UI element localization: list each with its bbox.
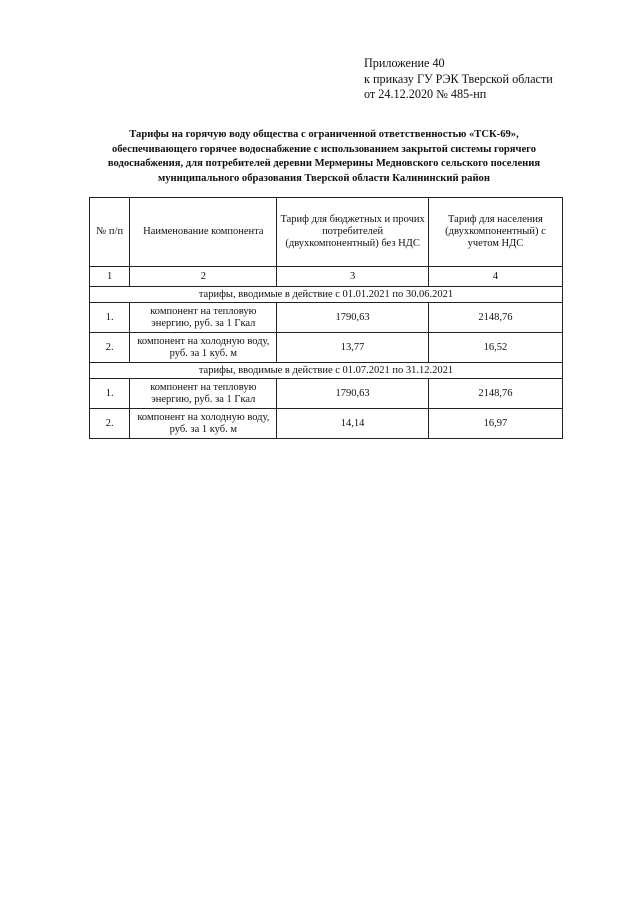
row-population-tariff: 16,52 [428, 333, 562, 363]
table-row [90, 409, 563, 439]
table-header-row [90, 198, 563, 267]
column-number: 2 [130, 267, 277, 287]
row-population-tariff: 2148,76 [428, 303, 562, 333]
document-title [58, 128, 590, 186]
row-budget-tariff: 14,14 [277, 409, 429, 439]
annex-reference [364, 56, 553, 103]
period-label: тарифы, вводимые в действие с 01.07.2021 по 31.12.2021 [90, 363, 563, 379]
row-population-tariff: 2148,76 [428, 379, 562, 409]
table-row [90, 379, 563, 409]
table-row [90, 333, 563, 363]
column-number: 3 [277, 267, 429, 287]
column-number-row [90, 267, 563, 287]
title-line: водоснабжения, для потребителей деревни Мермерины Медновского сельского поселения [107, 158, 541, 169]
row-num: 1. [90, 303, 130, 333]
header-population-tariff: Тариф для населения (двухкомпонентный) с учетом НДС [428, 198, 562, 267]
row-num: 2. [90, 409, 130, 439]
column-number: 1 [90, 267, 130, 287]
row-num: 2. [90, 333, 130, 363]
tariff-table [89, 197, 563, 439]
row-budget-tariff: 1790,63 [277, 379, 429, 409]
title-line: обеспечивающего горячее водоснабжение с использованием закрытой системы горячего [111, 143, 537, 155]
title-line: муниципального образования Тверской области Калининский район [158, 172, 490, 184]
annex-number: Приложение 40 [364, 56, 445, 70]
row-component: компонент на холодную воду, руб. за 1 куб. м [130, 333, 277, 363]
title-line: Тарифы на горячую воду общества с ограниченной ответственностью «ТСК-69», [129, 129, 519, 140]
row-budget-tariff: 1790,63 [277, 303, 429, 333]
annex-date: от 24.12.2020 № 485-нп [364, 87, 487, 101]
column-number: 4 [428, 267, 562, 287]
header-component: Наименование компонента [130, 198, 277, 267]
row-num: 1. [90, 379, 130, 409]
period-row [90, 287, 563, 303]
row-component: компонент на тепловую энергию, руб. за 1 Гкал [130, 379, 277, 409]
annex-order: к приказу ГУ РЭК Тверской области [364, 71, 553, 86]
row-population-tariff: 16,97 [428, 409, 562, 439]
row-budget-tariff: 13,77 [277, 333, 429, 363]
table-row [90, 303, 563, 333]
row-component: компонент на тепловую энергию, руб. за 1 Гкал [130, 303, 277, 333]
header-budget-tariff: Тариф для бюджетных и прочих потребителей (двухкомпонентный) без НДС [277, 198, 429, 267]
period-row [90, 363, 563, 379]
header-num: № п/п [90, 198, 130, 267]
row-component: компонент на холодную воду, руб. за 1 куб. м [130, 409, 277, 439]
period-label: тарифы, вводимые в действие с 01.01.2021 по 30.06.2021 [90, 287, 563, 303]
